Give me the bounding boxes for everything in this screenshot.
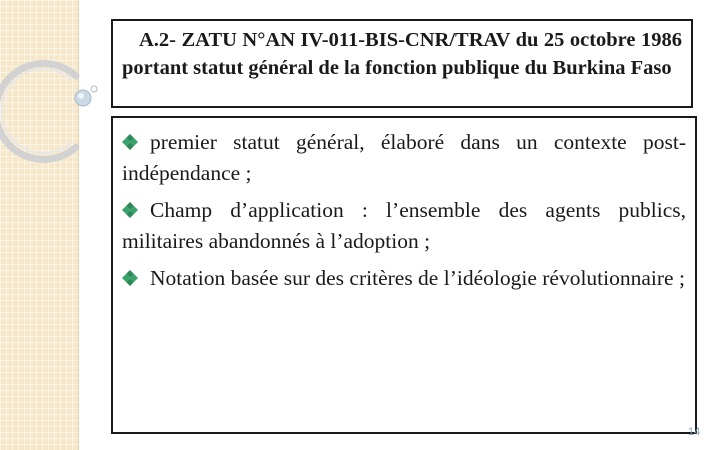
bullet-item: [122, 195, 686, 257]
bullet-item: [122, 263, 686, 294]
bullet-text: Champ d’application : l’ensemble des agents publics, militaires abandonnés à l’adoption ;: [122, 198, 686, 253]
left-decorative-strip: [0, 0, 79, 450]
bullet-text: premier statut général, élaboré dans un contexte post-indépendance ;: [122, 130, 686, 185]
diamond-bullet-icon: [122, 134, 138, 150]
slide-title: A.2- ZATU N°AN IV-011-BIS-CNR/TRAV du 25 octobre 1986 portant statut général de la fonction publique du Burkina Faso: [122, 29, 682, 79]
title-box: [111, 19, 693, 108]
page-number: 14: [688, 426, 701, 438]
bullet-text: Notation basée sur des critères de l’idéologie révolutionnaire ;: [150, 266, 685, 290]
diamond-bullet-icon: [122, 202, 138, 218]
bullet-item: [122, 127, 686, 189]
content-box: [111, 116, 697, 434]
diamond-bullet-icon: [122, 270, 138, 286]
